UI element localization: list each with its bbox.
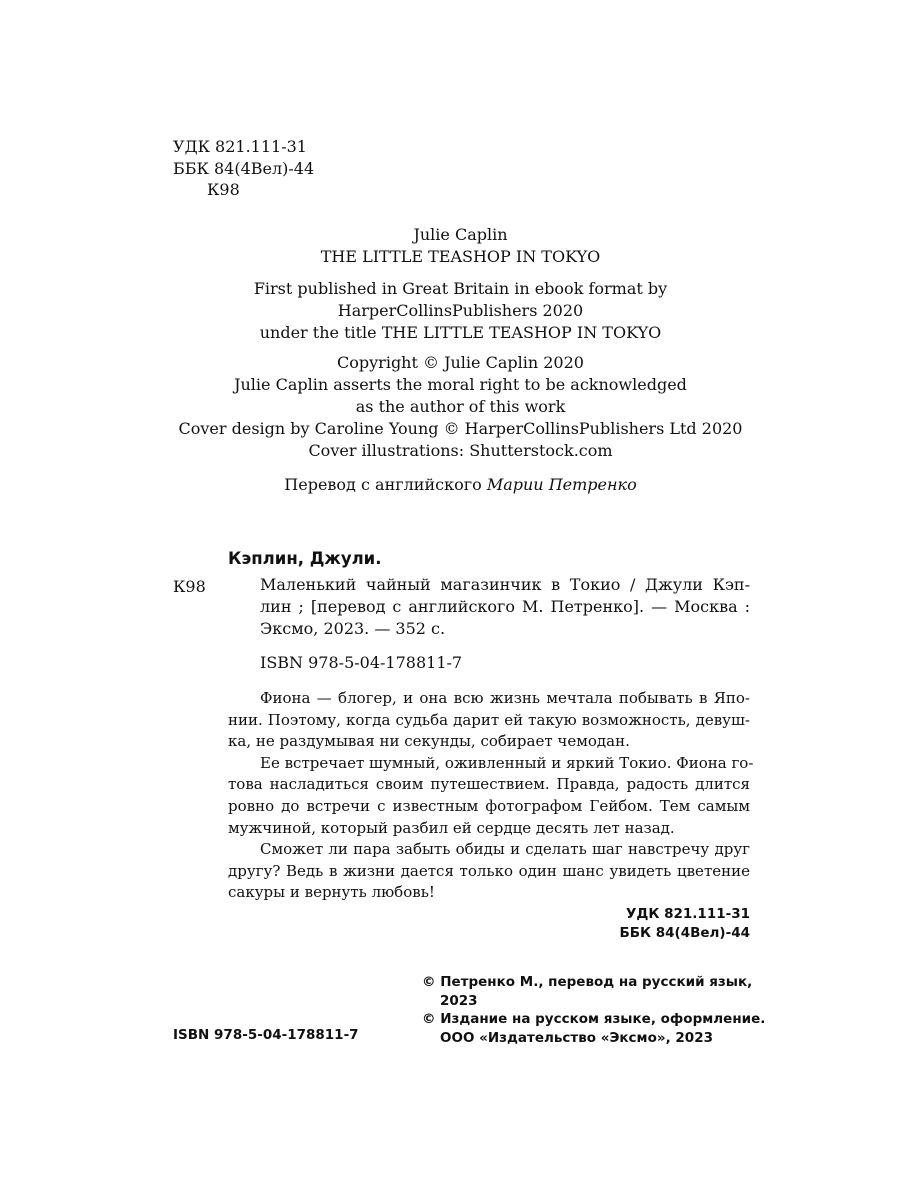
udk-code: УДК 821.111-31 [173, 137, 307, 156]
description-line: Эксмо, 2023. — 352 с. [260, 619, 446, 638]
translation-rights: © Петренко М., перевод на русский язык, [422, 974, 753, 990]
bibliographic-author-heading: Кэплин, Джули. [228, 549, 382, 568]
first-published-block [90, 278, 831, 344]
bibliographic-isbn: ISBN 978-5-04-178811-7 [260, 653, 463, 672]
russian-rights-block [422, 973, 766, 1047]
annotation-line: мужчиной, который разбил ей сердце десять лет назад. [228, 818, 675, 837]
original-title: THE LITTLE TEASHOP IN TOKYO [320, 247, 601, 266]
annotation-line: това насладиться своим путешествием. Правда, радость длится [228, 775, 750, 794]
annotation-line: Фиона — блогер, и она всю жизнь мечтала побывать в Япо- [260, 689, 750, 707]
published-line: HarperCollinsPublishers 2020 [337, 301, 584, 320]
translation-credit [90, 474, 831, 496]
copyright-line: Copyright © Julie Caplin 2020 [337, 353, 584, 372]
annotation-line: ровно до встречи с известным фотографом Гейбом. Тем самым [228, 796, 750, 815]
annotation [228, 688, 754, 904]
publisher-rights: ООО «Издательство «Эксмо», 2023 [440, 1029, 713, 1046]
udk-code-bottom: УДК 821.111-31 [625, 906, 750, 922]
copyright-line: Julie Caplin asserts the moral right to be acknowledged [234, 375, 687, 394]
translator-name: Марии Петренко [486, 475, 637, 494]
copyright-line: Cover illustrations: Shutterstock.com [308, 441, 613, 460]
original-author: Julie Caplin [413, 225, 508, 244]
copyright-line: as the author of this work [355, 397, 566, 416]
author-mark: К98 [207, 180, 240, 199]
annotation-line: ка, не раздумывая ни секунды, собирает чемодан. [228, 732, 630, 751]
description-line: Маленький чайный магазинчик в Токио / Джули Кэп- [260, 575, 750, 594]
annotation-line: другу? Ведь в жизни дается только один шанс увидеть цветение [228, 861, 750, 880]
top-classification-indexes [173, 136, 314, 201]
isbn-bottom: ISBN 978-5-04-178811-7 [173, 1027, 359, 1043]
published-line: First published in Great Britain in ebook format by [253, 279, 668, 298]
copyright-line: Cover design by Caroline Young © HarperCollinsPublishers Ltd 2020 [178, 419, 743, 438]
translation-rights-year: 2023 [440, 992, 478, 1009]
bbk-code: ББК 84(4Вел)-44 [173, 158, 315, 178]
bbk-code-bottom: ББК 84(4Вел)-44 [619, 924, 750, 941]
original-copyright-block [90, 352, 831, 462]
translation-prefix: Перевод с английского [284, 475, 482, 494]
description-line: лин ; [перевод с английского М. Петренко]. — Москва : [260, 597, 750, 616]
annotation-line: сакуры и вернуть любовь! [228, 883, 435, 902]
bibliographic-author-mark: К98 [173, 577, 206, 596]
annotation-line: Сможет ли пара забыть обиды и сделать шаг навстречу друг [260, 840, 750, 859]
bibliographic-description [260, 574, 750, 640]
bottom-classification-indexes [560, 905, 750, 942]
annotation-line: Ее встречает шумный, оживленный и яркий Токио. Фиона го- [260, 753, 754, 772]
original-title-block [90, 224, 831, 268]
published-line: under the title THE LITTLE TEASHOP IN TOKYO [259, 323, 662, 342]
edition-rights: © Издание на русском языке, оформление. [422, 1011, 766, 1027]
annotation-line: нии. Поэтому, когда судьба дарит ей такую возможность, девуш- [228, 710, 750, 729]
